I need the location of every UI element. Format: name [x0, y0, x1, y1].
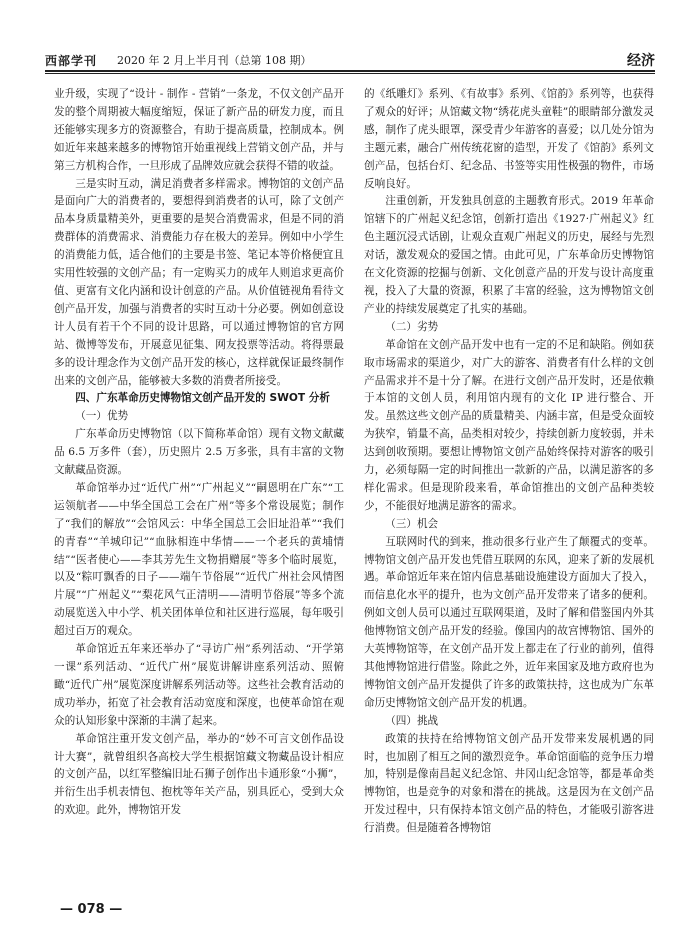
- subsection-heading: （三）机会: [385, 517, 439, 530]
- subsection-heading: （二）劣势: [385, 320, 439, 333]
- journal-logo: 西部学刊: [45, 54, 98, 68]
- paragraph: 革命馆举办过“近代广州”“广州起义”“嗣恩明在广东”“工运领航者——中华全国总工会在广州”等多个常设展览；制作了“我们的解放”“会馆风云：中华全国总工会旧址沿革”“我们的青春”“羊城印记”“血脉相连中华情——一个老兵的黄埔情结”“医者使心——李其芳先生文物捐赠展”等多个临时展览，以及“粽叮飘香的日子——端午节俗展”“近代广州社会风情图片展”“广州起义”“梨花风气正清明——清明节俗展”等多个流动展览送入中小学、机关团体单位和社区进行巡展，每年吸引超过百万的观众。: [54, 481, 344, 638]
- paragraph: 革命馆在文创产品开发中也有一定的不足和缺陷。例如获取市场需求的渠道少，对广大的游客、消费者有什么样的文创产品需求并不是十分了解。在进行文创产品开发时，还是依赖于本馆的文创人员，利用馆内现有的文化 IP 进行整合、开发。虽然这些文创产品的质量精美、内涵丰富，但是受众面较为狭窄，销量不高，品类相对较少，持续创新力度较弱，并未达到创收预期。要想让博物馆文创产品始终保持对游客的吸引力，必须每隔一定的时间推出一款新的产品，以满足游客的多样化需求。但是现阶段来看，革命馆推出的文创产品种类较少，不能很好地满足游客的需求。: [364, 338, 654, 512]
- paragraph: 三是实时互动，满足消费者多样需求。博物馆的文创产品是面向广大的消费者的，要想得到消费者的认可，除了文创产品本身质量精美外，更重要的是契合消费需求，但是不同的消费群体的消费需求、消费能力存在极大的差异。例如中小学生的消费能力低，适合他们的主要是书签、笔记本等价格便宜且实用性较强的文创产品；有一定购买力的成年人则追求更高价值、更富有文化内涵和设计创意的产品。从价值链视角看待文创产品开发，加强与消费者的实时互动十分必要。例如创意设计人员有若干个不同的设计思路，可以通过博物馆的官方网站、微博等发布，开展意见征集、网友投票等活动。将得票最多的设计理念作为文创产品开发的核心，这样就保证最终制作出来的文创产品，能够被大多数的消费者所接受。: [54, 177, 344, 387]
- paragraph: 革命馆注重开发文创产品，举办的“妙不可言文创作品设计大赛”，就曾组织各高校大学生根据馆藏文物藏品设计相应的文创产品，以红军整编旧址石狮子创作出卡通形象“小狮”，并衍生出手机表情包、抱枕等年关产品，别具匠心，受到大众的欢迎。此外，博物馆开发: [54, 732, 344, 817]
- subsection-heading: （一）优势: [75, 410, 129, 423]
- section-title: 经济: [627, 53, 655, 69]
- page-number: — 078 —: [60, 902, 123, 917]
- article-body: [54, 86, 654, 896]
- subsection-heading: （四）挑战: [385, 714, 439, 727]
- section-heading: 四、广东革命历史博物馆文创产品开发的 SWOT 分析: [75, 392, 330, 405]
- header-rule-thin: [45, 73, 655, 74]
- paragraph: 互联网时代的到来，推动很多行业产生了颠覆式的变革。博物馆文创产品开发也凭借互联网的东风，迎来了新的发展机遇。革命馆近年来在馆内信息基础设施建设方面加大了投入，而信息化水平的提升，也为文创产品开发带来了诸多的便利。例如文创人员可以通过互联网渠道，及时了解和借鉴国内外其他博物馆文创产品开发的经验。像国内的故宫博物馆、国外的大英博物馆等，在文创产品开发上都走在了行业的前列，值得其他博物馆进行借鉴。除此之外，近年来国家及地方政府也为博物馆文创产品开发提供了许多的政策扶持，这也成为广东革命历史博物馆文创产品开发的机遇。: [364, 535, 654, 709]
- left-column: [54, 86, 344, 896]
- paragraph: 革命馆近五年来还举办了“寻访广州”系列活动、“开学第一课”系列活动、“近代广州”展览讲解讲座系列活动、照俯瞰“近代广州”展览深度讲解系列活动等。这些社会教育活动的成功举办，拓宽了社会教育活动宽度和深度，也使革命馆在观众的认知形象中深渐的丰满了起来。: [54, 643, 344, 727]
- paragraph-continued: 的《纸雕灯》系列、《有故事》系列、《馆韵》系列等，也获得了观众的好评；从馆藏文物“绣花虎头童鞋”的眼睛部分激发灵感，制作了虎头眼罩，深受青少年游客的喜爱；以几处分馆为主题元素，融合广州传统花窗的造型，开发了《馆韵》系列文创产品，包括台灯、纪念品、书签等实用性极强的物件，市场反响良好。: [364, 88, 654, 190]
- issue-info: 2020 年 2 月上半月刊（总第 108 期）: [117, 54, 312, 67]
- paragraph: 注重创新，开发独具创意的主题教育形式。2019 年革命馆辖下的广州起义纪念馆，创新打造出《1927·广州起义》红色主题沉浸式话剧，让观众直观广州起义的历史，展经与先烈对话，激发观众的爱国之情。由此可见，广东革命历史博物馆在文化资源的挖掘与创新、文化创意产品的开发与设计高度重视，投入了大量的资源，积累了丰富的经验，这为博物馆文创产业的持续发展奠定了扎实的基础。: [364, 195, 654, 315]
- paragraph-continued: 业升级，实现了“设计 - 制作 - 营销”一条龙，不仅文创产品开发的整个周期被大幅度缩短，保证了新产品的研发力度，而且还能够实现多方的资源整合，有助于提高质量，控制成本。例如近年来越来越多的博物馆开始重视线上营销文创产品，并与第三方机构合作，一旦形成了品牌效应就会获得不错的收益。: [54, 88, 344, 172]
- right-column: [364, 86, 654, 896]
- paragraph: 政策的扶持在给博物馆文创产品开发带来发展机遇的同时，也加剧了相互之间的激烈竞争。革命馆面临的竞争压力增加，特别是像南昌起义纪念馆、井冈山纪念馆等，都是革命类博物馆，也是竞争的对象和潜在的挑战。这是因为在文创产品开发过程中，只有保持本馆文创产品的特色，才能吸引游客进行消费。但是随着各博物馆: [364, 732, 654, 835]
- page-header: [45, 40, 655, 72]
- paragraph: 广东革命历史博物馆（以下简称革命馆）现有文物文献藏品 6.5 万多件（套），历史照片 2.5 万多张，具有丰富的文物文献藏品资源。: [54, 428, 344, 477]
- header-rule: [45, 70, 655, 72]
